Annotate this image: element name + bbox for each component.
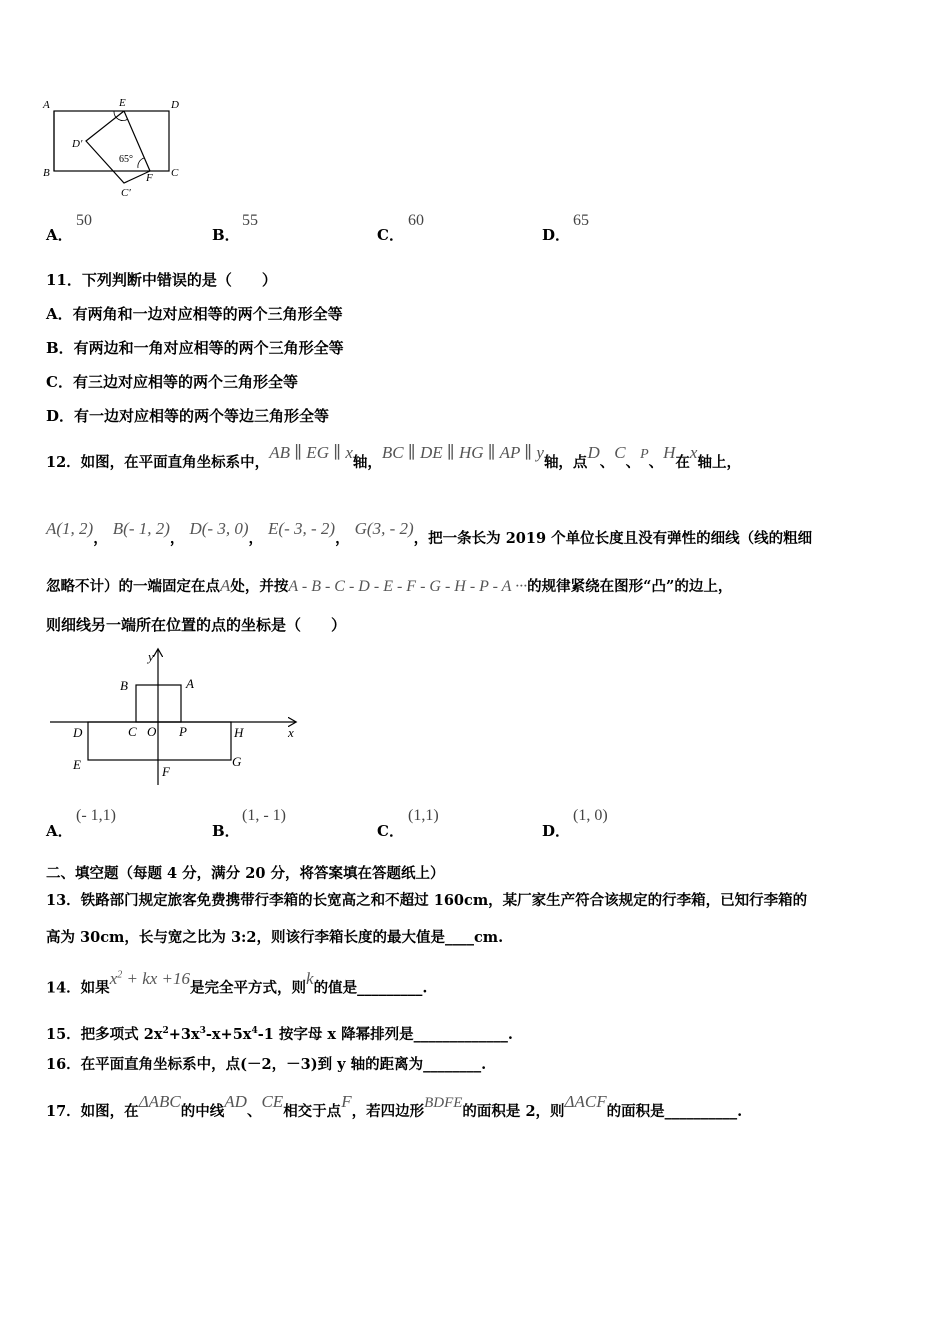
q12-path-sequence: A - B - C - D - E - F - G - H - P - A ··· bbox=[288, 578, 528, 595]
q10-angle-label: 65° bbox=[119, 154, 133, 165]
q10-folded-part bbox=[86, 111, 150, 183]
q12-label-d: D bbox=[73, 725, 83, 740]
section2-heading: 二、填空题（每题 4 分，满分 20 分，将答案填在答题纸上） bbox=[46, 865, 445, 882]
q12-label-a: A bbox=[186, 676, 194, 691]
q12-option-a-value: (- 1,1) bbox=[76, 807, 116, 824]
q11-stem: 11．下列判断中错误的是（ ） bbox=[46, 271, 277, 289]
q10-option-a-value: 50 bbox=[76, 212, 92, 229]
q12-line1: 12．如图，在平面直角坐标系中，AB ∥ EG ∥ x轴，BC ∥ DE ∥ HG ∥ AP ∥ y轴，点D、C、P、H在x轴上， bbox=[46, 443, 741, 471]
q16: 16．在平面直角坐标系中，点(－2，－3)到 y 轴的距离为________. bbox=[46, 1056, 487, 1073]
q10-option-d-label: D． bbox=[542, 226, 571, 244]
q10-label-a: A bbox=[43, 99, 50, 111]
q13-line2: 高为 30cm，长与宽之比为 3:2，则该行李箱长度的最大值是____cm. bbox=[46, 929, 504, 946]
q12-label-y: y bbox=[148, 649, 154, 664]
q10-option-c-label: C． bbox=[377, 226, 404, 244]
q10-label-f: F bbox=[146, 172, 153, 184]
q12-label-x: x bbox=[288, 725, 294, 740]
q10-label-e: E bbox=[119, 97, 126, 109]
q10-option-b-value: 55 bbox=[242, 212, 258, 229]
q12-label-c: C bbox=[128, 724, 137, 739]
q12-large-rect bbox=[88, 722, 231, 760]
q12-math-parallel-y: BC ∥ DE ∥ HG ∥ AP ∥ y bbox=[381, 443, 544, 462]
q14: 14．如果$x^2$ + kx +16是完全平方式，则k的值是_________. bbox=[46, 968, 428, 997]
q17: 17．如图，在ΔABC的中线AD、CE相交于点F，若四边形BDFE的面积是 2，则ΔACF的面积是__________. bbox=[46, 1092, 743, 1120]
q12-line4: 则细线另一端所在位置的点的坐标是（ ） bbox=[46, 616, 347, 634]
q13-line1: 13．铁路部门规定旅客免费携带行李箱的长宽高之和不超过 160cm，某厂家生产符合该规定的行李箱，已知行李箱的 bbox=[46, 892, 808, 909]
q12-option-b-value: (1, - 1) bbox=[242, 807, 286, 824]
q12-option-b-label: B． bbox=[212, 822, 240, 840]
q12-point-g: G(3, - 2) bbox=[354, 519, 414, 538]
q12-point-d: D(- 3, 0) bbox=[189, 519, 249, 538]
q15: 15．把多项式 $2x^2+3x^3-x+5x^4-1$ 按字母 x 降幂排列是_____________. bbox=[46, 1025, 513, 1043]
q12-math-parallel-x: AB ∥ EG ∥ x bbox=[269, 443, 353, 462]
q12-label-f: F bbox=[162, 764, 170, 779]
q10-option-d-value: 65 bbox=[573, 212, 589, 229]
q10-option-b-label: B． bbox=[212, 226, 240, 244]
q12-label-h: H bbox=[234, 725, 244, 740]
q11-option-b: B．有两边和一角对应相等的两个三角形全等 bbox=[46, 339, 344, 357]
q10-option-c-value: 60 bbox=[408, 212, 424, 229]
q10-option-a-label: A． bbox=[46, 226, 73, 244]
q12-label-g: G bbox=[232, 754, 242, 769]
q12-label-b: B bbox=[120, 678, 128, 693]
q10-figure bbox=[40, 92, 190, 204]
q12-label-p: P bbox=[179, 724, 187, 739]
q12-point-b: B(- 1, 2) bbox=[112, 519, 170, 538]
q12-point-e: E(- 3, - 2) bbox=[268, 519, 336, 538]
q10-label-dprime: D′ bbox=[72, 138, 83, 150]
q10-label-d: D bbox=[171, 99, 179, 111]
q12-point-a: A(1, 2) bbox=[46, 519, 94, 538]
q11-option-d: D．有一边对应相等的两个等边三角形全等 bbox=[46, 407, 330, 425]
q12-label-o: O bbox=[147, 724, 157, 739]
q12-figure bbox=[45, 645, 307, 790]
q12-option-c-label: C． bbox=[377, 822, 404, 840]
q12-line2: A(1, 2)， B(- 1, 2)， D(- 3, 0)， E(- 3, - 2)， G(3, - 2)，把一条长为 2019 个单位长度且没有弹性的细线（线的粗细 bbox=[46, 519, 813, 547]
q12-option-a-label: A． bbox=[46, 822, 73, 840]
q11-option-a: A．有两角和一边对应相等的两个三角形全等 bbox=[46, 305, 343, 323]
q12-line3: 忽略不计）的一端固定在点A处，并按A - B - C - D - E - F - G - H - P - A ···的规律紧绕在图形“凸”的边上， bbox=[46, 576, 733, 595]
q10-label-cprime: C′ bbox=[121, 187, 131, 199]
q11-option-c: C．有三边对应相等的两个三角形全等 bbox=[46, 373, 298, 391]
q10-label-c: C bbox=[171, 167, 179, 179]
q10-label-b: B bbox=[43, 167, 50, 179]
q12-option-c-value: (1,1) bbox=[408, 807, 439, 824]
q12-label-e: E bbox=[73, 757, 81, 772]
q12-option-d-label: D． bbox=[542, 822, 571, 840]
q12-option-d-value: (1, 0) bbox=[573, 807, 608, 824]
q14-expression: $x^2$ + kx +16 bbox=[109, 968, 191, 988]
